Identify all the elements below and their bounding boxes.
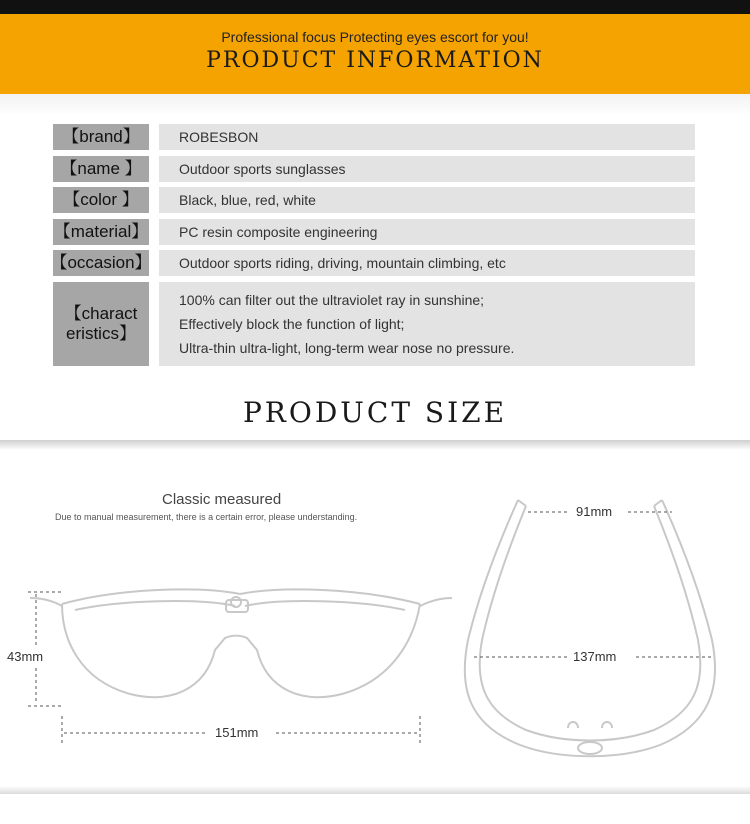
- header-title: PRODUCT INFORMATION: [206, 48, 544, 73]
- height-dimension-label: 43mm: [4, 649, 46, 664]
- info-label: 【brand】: [53, 124, 149, 150]
- info-value-line: ROBESBON: [179, 129, 259, 145]
- info-label: 【name 】: [53, 156, 149, 182]
- classic-measured-caption: Classic measured: [162, 491, 282, 508]
- bottom-divider: [0, 786, 750, 794]
- info-value-line: Outdoor sports sunglasses: [179, 161, 346, 177]
- info-label: 【charact eristics】: [53, 282, 149, 366]
- info-value-line: Ultra-thin ultra-light, long-term wear nose no pressure.: [179, 340, 515, 356]
- info-label: 【material】: [53, 219, 149, 245]
- top-dimension-lines: [474, 512, 714, 657]
- info-value-line: Outdoor sports riding, driving, mountain climbing, etc: [179, 255, 506, 271]
- info-value-line: 100% can filter out the ultraviolet ray in sunshine;: [179, 292, 485, 308]
- front-view-glasses: [30, 589, 452, 697]
- info-label: 【color 】: [53, 187, 149, 213]
- product-size-title: PRODUCT SIZE: [242, 396, 508, 429]
- info-value-line: PC resin composite engineering: [179, 224, 378, 240]
- info-value-line: Black, blue, red, white: [179, 192, 316, 208]
- temple-gap-label: 91mm: [573, 504, 615, 519]
- info-label: 【occasion】: [53, 250, 149, 276]
- width-dimension-label: 151mm: [212, 725, 261, 740]
- info-value-line: Effectively block the function of light;: [179, 316, 405, 332]
- header-subtitle: Professional focus Protecting eyes escort for you!: [221, 29, 529, 45]
- temple-length-label: 137mm: [570, 649, 619, 664]
- top-view-glasses: [465, 500, 715, 756]
- measurement-note: Due to manual measurement, there is a certain error, please understanding.: [55, 512, 358, 522]
